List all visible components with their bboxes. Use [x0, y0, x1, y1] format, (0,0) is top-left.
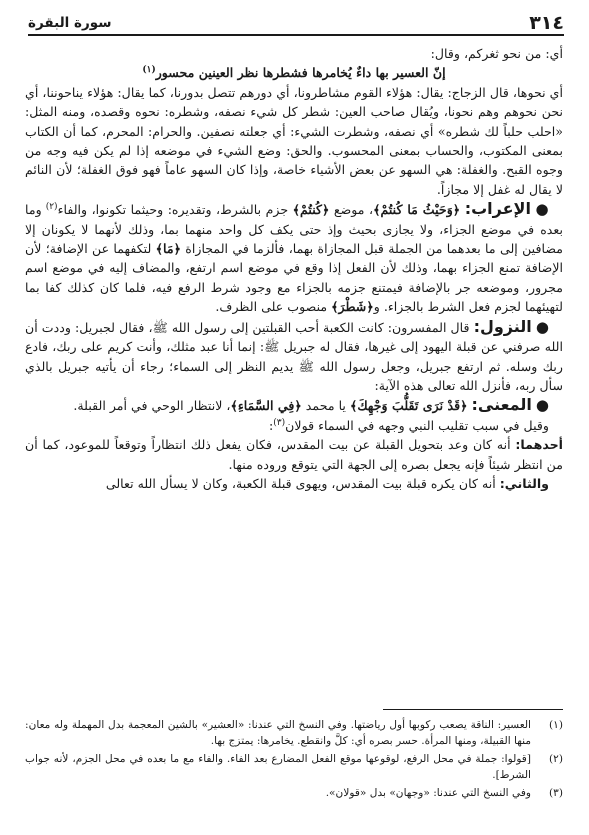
- page-header: [28, 14, 564, 36]
- footnote: [25, 752, 563, 783]
- text-segment: وما بعده في موضع الجزاء، ولا يجازى بحيث وإذ حتى يكف كل واحد منهما بما، وذلك لأنهما لا يكونان إلا مضافين إلى ما بعدهما من الجملة قبل المجازاة بهما، فألزما في المجازاة: [25, 202, 563, 257]
- poem-verse: [25, 63, 563, 82]
- footnote: [25, 786, 563, 802]
- label-second: والثاني:: [499, 475, 549, 491]
- section-maana: [25, 395, 563, 415]
- page-number: ٣١٤: [529, 12, 564, 34]
- text-segment: قال المفسرون: كانت الكعبة أحب القبلتين إلى رسول الله ﷺ، فقال لجبريل: وددت أن الله صرفني عن قبلة اليهود إلى غيرها، فقال له جبريل ﷺ: إنما أنا عبد مثلك، وأنت كريم على ربك، فادع ربك وسله. ثم ارتفع جبريل، وجعل رسول الله ﷺ يديم النظر إلى السماء؛ رجاء أن يأتيه جبريل بالذي سأل ربه، فأنزل الله تعالى هذه الآية:: [25, 319, 563, 393]
- quran-quote: ﴿مَا﴾: [155, 241, 181, 257]
- paragraph-lexical: أي نحوها، قال الزجاج: يقال: هؤلاء القوم مشاطرونا، أي دورهم تتصل بدورنا، كما يقال: هؤلاء يناحوننا، أي نحن نحوهم وهم نحونا، ويُقال صاحب العين: شطر كل شيء نصفه، وشطره: نحوه وقصده، ومنه المثل: «احلب حلباً لك شطره» أي نصفه، وشطرت الشيء: أي جعلته نصفين. والحرام: المحرم، كما أن الكتاب بمعنى المكتوب، والحساب بمعنى المحسوب. والحق: وضع الشيء في موضعه إذا لم يكن فيه وجه من وجوه القبح. والغفلة: هي السهو عن بعض الأشياء خاصة، وإذا كان السهو عاماً فهو فوق الغفلة؛ لأن النائم لا يقال له غفل إلا مجازاً.: [25, 84, 563, 197]
- section-nuzul: [25, 317, 563, 396]
- text-segment: ، موضع: [333, 202, 374, 218]
- paragraph-first-view: [25, 435, 563, 474]
- bullet-icon: ●: [535, 200, 550, 219]
- text-segment: :: [269, 417, 274, 433]
- footnotes: [25, 718, 563, 805]
- footnote-number: (٣): [549, 787, 563, 800]
- text-segment: وقيل في سبب تقليب النبي وجهه في السماء قولان: [285, 417, 549, 433]
- footnote-ref-1: (١): [142, 65, 156, 76]
- section-irab: [25, 199, 563, 316]
- text-segment: جزم بالشرط، وتقديره: وحيثما تكونوا، والفاء: [57, 202, 289, 218]
- main-text: [25, 44, 563, 493]
- footnote-ref-2: (٢): [45, 202, 58, 213]
- section-label-nuzul: النزول:: [473, 316, 532, 336]
- text-segment: أنه كان يكره قبلة بيت المقدس، ويهوى قبلة الكعبة، وكان لا يسأل الله تعالى: [105, 475, 496, 491]
- text-segment: ، لانتظار الوحي في أمر القبلة.: [73, 398, 231, 414]
- bullet-icon: ●: [535, 317, 549, 336]
- paragraph-second-view: [25, 474, 563, 493]
- text-segment: منصوب على الظرف.: [215, 299, 328, 315]
- bullet-icon: ●: [535, 396, 549, 415]
- footnote: [25, 718, 563, 749]
- quran-quote: ﴿شَطْرَ﴾: [331, 299, 374, 315]
- text-segment: يا محمد: [305, 398, 346, 414]
- quran-quote: ﴿كُنتُمْ﴾: [292, 202, 330, 218]
- text-segment: أنه كان وعد بتحويل القبلة عن بيت المقدس، فكان يفعل ذلك انتظاراً وتوقعاً للموعود، كما أن من انتظر شيئاً فإنه يجعل بصره إلى الجهة التي يتوقع وروده منها.: [25, 437, 563, 472]
- section-label-irab: الإعراب:: [464, 199, 531, 219]
- footnote-text: وفي النسخ التي عندنا: «وجهان» بدل «قولان».: [325, 787, 531, 800]
- quran-quote: ﴿فِي السَّمَاءِ﴾: [230, 398, 302, 414]
- label-first: أحدهما:: [515, 437, 563, 453]
- section-label-maana: المعنى:: [471, 395, 532, 415]
- footnote-divider: [383, 709, 563, 710]
- footnote-text: [قولوا: جملة في محل الرفع، لوقوعها موقع الفعل المضارع بعد الفاء. والفاء مع ما بعده في محل الجزم، لأنه جواب الشرط].: [25, 753, 531, 781]
- footnote-number: (١): [549, 719, 563, 731]
- paragraph-two-views: [25, 416, 563, 435]
- quran-quote: ﴿وَحَيْثُ مَا كُنتُمْ﴾: [373, 202, 461, 218]
- footnote-text: العسير: الناقة يصعب ركوبها أول رياضتها. وفي النسخ التي عندنا: «العشير» بالشين المعجمة بدل المهملة وله معان: منها القبيلة، ومنها المرأة. حسر بصره أي: كلَّ وانقطع. يخامرها: يمتزج بها.: [25, 719, 531, 747]
- text-segment: لتكفهما عن الإضافة؛ لأن الإضافة تمنع الجزاء بهما، وذلك لأن الفعل إذا وقع في موضع اسم ارتفع، والمضاف إليه في موضع اسم مجرور، وموضعه جر بالإضافة فيمتنع جزمه بالجزاء مع وجود شرط الرفع فيه، فلما كان كذلك كفا بما لتهيئهما لجزم فعل الشرط بالجزاء. و: [25, 241, 563, 315]
- footnote-number: (٢): [549, 753, 563, 766]
- poem-text: إنّ العسير بها داءٌ يُخامرها فشطرها نظر العينين محسور: [155, 65, 446, 81]
- footnote-ref-3: (٣): [273, 417, 286, 428]
- paragraph-intro: أي: من نحو ثغركم، وقال:: [430, 46, 563, 61]
- quran-quote: ﴿قَدْ نَرَى تَقَلُّبَ وَجْهِكَ﴾: [349, 398, 468, 414]
- surah-title: سورة البقرة: [28, 15, 112, 31]
